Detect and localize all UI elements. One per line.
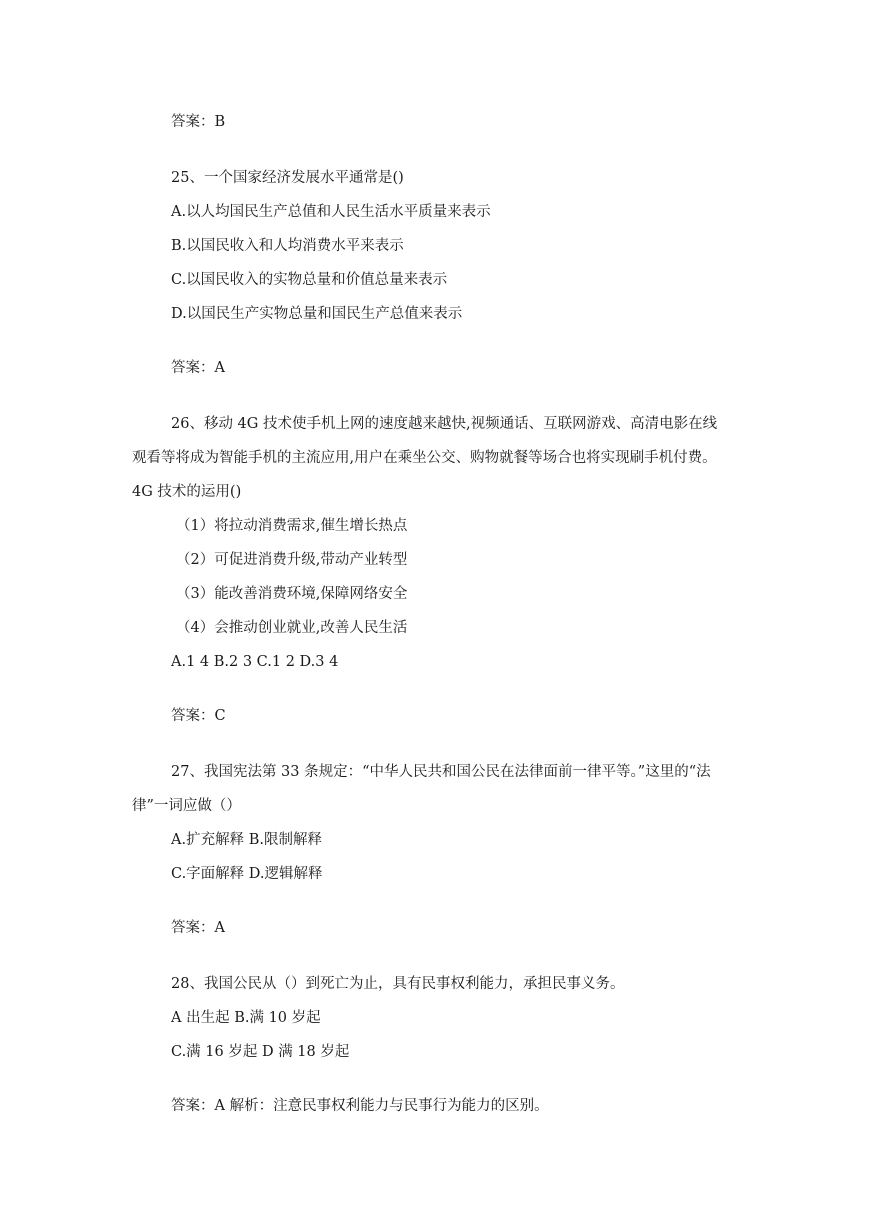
question-25: 25、一个国家经济发展水平通常是() <box>171 170 404 186</box>
q26-options: A.1 4 B.2 3 C.1 2 D.3 4 <box>171 654 339 670</box>
answer-24: 答案：B <box>171 114 226 130</box>
answer-27: 答案：A <box>171 920 225 936</box>
answer-25: 答案：A <box>171 360 225 376</box>
question-28: 28、我国公民从（）到死亡为止，具有民事权利能力，承担民事义务。 <box>171 976 625 992</box>
q28-options-ab: A 出生起 B.满 10 岁起 <box>171 1010 321 1026</box>
question-27-line-2: 律”一词应做（） <box>132 798 241 814</box>
q28-options-cd: C.满 16 岁起 D 满 18 岁起 <box>171 1044 350 1060</box>
q26-statement-1: （1）将拉动消费需求,催生增长热点 <box>176 518 408 534</box>
q25-option-b: B.以国民收入和人均消费水平来表示 <box>171 238 404 254</box>
q26-statement-4: （4）会推动创业就业,改善人民生活 <box>176 620 408 636</box>
answer-26: 答案：C <box>171 708 226 724</box>
question-26-line-3: 4G 技术的运用() <box>132 484 242 500</box>
q25-option-d: D.以国民生产实物总量和国民生产总值来表示 <box>171 306 463 322</box>
q25-option-a: A.以人均国民生产总值和人民生活水平质量来表示 <box>171 204 491 220</box>
q27-options-cd: C.字面解释 D.逻辑解释 <box>171 866 323 882</box>
q26-statement-3: （3）能改善消费环境,保障网络安全 <box>176 586 408 602</box>
q27-options-ab: A.扩充解释 B.限制解释 <box>171 832 322 848</box>
question-26-line-1: 26、移动 4G 技术使手机上网的速度越来越快,视频通话、互联网游戏、高清电影在线 <box>171 416 718 432</box>
question-27-line-1: 27、我国宪法第 33 条规定：“中华人民共和国公民在法律面前一律平等。”这里的“法 <box>171 764 711 780</box>
answer-28: 答案：A 解析：注意民事权利能力与民事行为能力的区别。 <box>171 1098 549 1114</box>
q25-option-c: C.以国民收入的实物总量和价值总量来表示 <box>171 272 448 288</box>
q26-statement-2: （2）可促进消费升级,带动产业转型 <box>176 552 408 568</box>
question-26-line-2: 观看等将成为智能手机的主流应用,用户在乘坐公交、购物就餐等场合也将实现刷手机付费。 <box>132 450 717 466</box>
